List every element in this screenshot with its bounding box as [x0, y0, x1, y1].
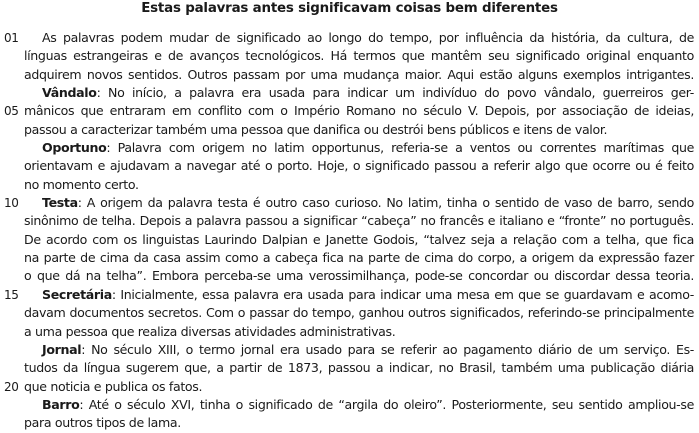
line-number: 20	[4, 379, 19, 394]
line-content: o que dá na telha”. Embora perceba-se uma verossimilhança, pode-se concordar ou discordar dessa teoria.	[24, 268, 694, 284]
term-heading: Oportuno	[42, 140, 107, 156]
line-text	[24, 157, 694, 175]
line-content: tudos da língua sugerem que, a partir de 1873, passou a indicar, no Brasil, também uma publicação diária	[24, 360, 694, 376]
text-line	[0, 121, 699, 139]
text-line	[0, 194, 699, 212]
line-text	[42, 139, 694, 157]
line-content: De acordo com os linguistas Laurindo Dalpian e Janette Godois, “talvez seja a relação com a telha, que fica	[24, 231, 694, 247]
text-line	[0, 231, 699, 249]
line-number: 01	[4, 31, 19, 45]
document-body	[0, 29, 699, 433]
document-title: Estas palavras antes significavam coisas bem diferentes	[141, 1, 558, 16]
line-text	[24, 359, 694, 377]
text-line	[0, 359, 699, 377]
line-text	[24, 176, 694, 194]
line-content: que noticia e publica os fatos.	[24, 378, 203, 394]
text-line	[0, 323, 699, 341]
text-line	[0, 47, 699, 65]
text-line	[0, 102, 699, 120]
term-heading: Vândalo	[42, 85, 97, 101]
text-line	[0, 176, 699, 194]
line-text	[24, 102, 694, 120]
term-heading: Secretária	[42, 286, 112, 302]
line-text	[24, 249, 694, 267]
text-line	[0, 267, 699, 285]
line-content: línguas estrangeiras e de avanços tecnológicos. Há termos que mantêm seu significado original enquanto	[24, 48, 694, 64]
line-text	[42, 396, 694, 414]
line-number: 05	[4, 104, 19, 119]
line-content: As palavras podem mudar de significado ao longo do tempo, por influência da história, da cultura, de	[42, 30, 694, 45]
line-content: : A origem da palavra testa é outro caso curioso. No latim, tinha o sentido de vaso de barro, sendo	[77, 195, 694, 211]
line-text	[24, 212, 694, 230]
line-text	[24, 414, 694, 432]
text-line	[0, 29, 699, 47]
text-line	[0, 84, 699, 102]
line-text	[42, 194, 694, 212]
line-text	[24, 121, 694, 139]
line-text	[24, 378, 694, 396]
line-content: davam documentos secretos. Com o passar do tempo, ganhou outros significados, referindo-se principalmente	[24, 305, 694, 321]
line-number: 15	[4, 287, 19, 302]
text-line	[0, 304, 699, 322]
line-content: adquirem novos sentidos. Outros passam por uma mudança maior. Aqui estão alguns exemplos intrigantes.	[24, 66, 694, 82]
text-line	[0, 139, 699, 157]
text-line	[0, 66, 699, 84]
line-text	[24, 267, 694, 285]
line-content: mânicos que entraram em conflito com o Império Romano no século V. Depois, por associação de ideias,	[24, 103, 694, 119]
line-content: : No século XIII, o termo jornal era usado para se referir ao pagamento diário de um serviço. Es-	[81, 341, 694, 357]
term-heading: Jornal	[42, 341, 82, 357]
term-heading: Testa	[42, 195, 78, 211]
line-text	[42, 286, 694, 304]
line-text	[24, 304, 694, 322]
line-content: para outros tipos de lama.	[24, 415, 181, 431]
line-text	[42, 29, 694, 47]
line-text	[42, 84, 694, 102]
line-content: orientavam e ajudavam a navegar até o porto. Hoje, o significado passou a referir algo que ocorre ou é feito	[24, 158, 694, 174]
line-text	[24, 323, 694, 341]
line-content: : No início, a palavra era usada para indicar um indivíduo do povo vândalo, guerreiros ger-	[96, 85, 694, 101]
text-line	[0, 249, 699, 267]
text-line	[0, 378, 699, 396]
line-content: passou a caracterizar também uma pessoa que danifica ou destrói bens públicos e itens de valor.	[24, 121, 608, 137]
line-content: sinônimo de telha. Depois a palavra passou a significar “cabeça” no francês e italiano e “fronte” no português.	[24, 213, 694, 229]
text-line	[0, 286, 699, 304]
line-content: : Palavra com origem no latim opportunus, referia-se a ventos ou correntes marítimas que	[106, 140, 694, 156]
line-content: no momento certo.	[24, 176, 139, 192]
line-number: 10	[4, 196, 19, 211]
term-heading: Barro	[42, 396, 80, 412]
line-content: a uma pessoa que realiza diversas atividades administrativas.	[24, 323, 396, 339]
line-content: : Até o século XVI, tinha o significado de “argila do oleiro”. Posteriormente, seu sentido ampliou-se	[79, 396, 694, 412]
line-content: : Inicialmente, essa palavra era usada para indicar uma mesa em que se guardavam e acomo-	[111, 286, 694, 302]
line-text	[24, 47, 694, 65]
line-text	[24, 66, 694, 84]
line-text	[42, 341, 694, 359]
text-line	[0, 414, 699, 432]
text-line	[0, 341, 699, 359]
line-content: na parte de cima da casa assim como a cabeça fica na parte de cima do corpo, a origem da expressão fazer	[24, 250, 694, 266]
text-line	[0, 212, 699, 230]
text-line	[0, 157, 699, 175]
text-line	[0, 396, 699, 414]
line-text	[24, 231, 694, 249]
